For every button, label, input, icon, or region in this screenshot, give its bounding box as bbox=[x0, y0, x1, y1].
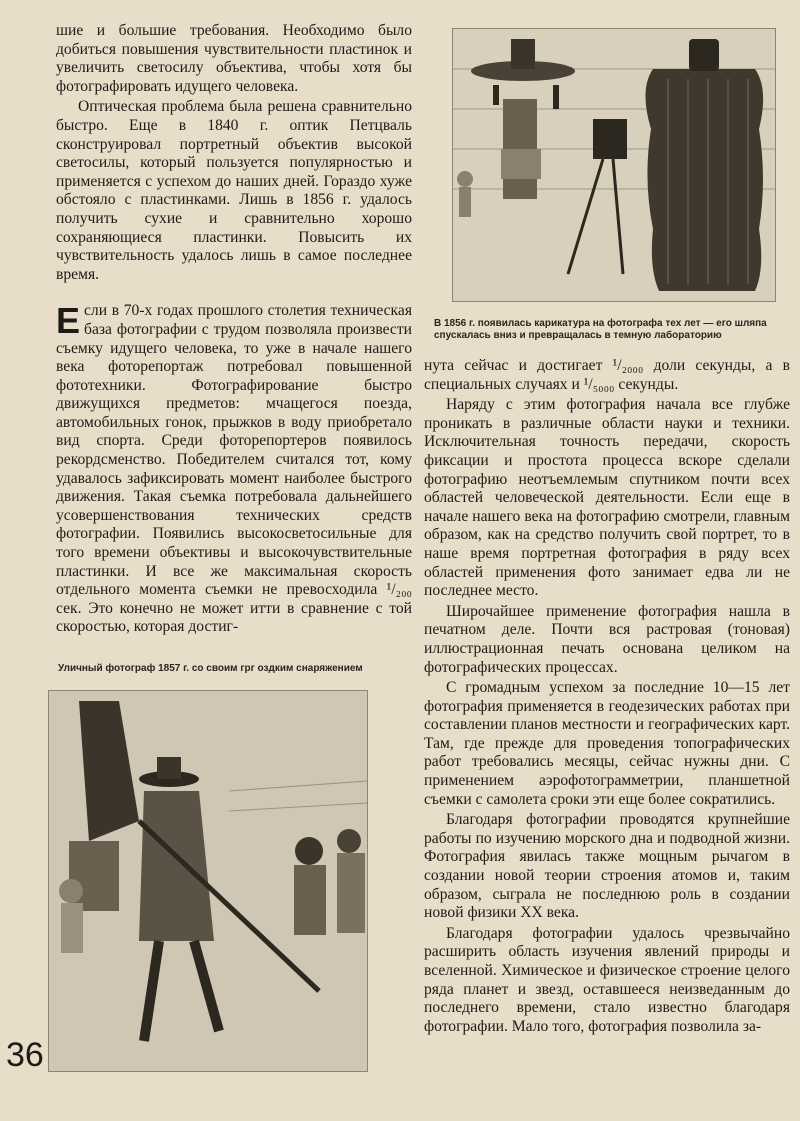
paragraph: нута сейчас и достигает ¹/₂₀₀₀ доли секунды, а в специальных случаях и ¹/₅₀₀₀ секунды. bbox=[424, 357, 790, 393]
left-column-top bbox=[56, 22, 412, 639]
dropcap-paragraph bbox=[56, 302, 412, 637]
paragraph: Благодаря фотографии удалось чрезвычайно расширить область изучения явлений природы и вселенной. Химическое и физическое строение целого ряда планет и звезд, оставшееся неизведанным до последнего времени, стало известно благодаря фотографии. Мало того, фотография позволила за- bbox=[424, 924, 790, 1035]
caricature-photographer-drawing bbox=[453, 29, 775, 301]
caption-bottom: Уличный фотограф 1857 г. со своим грг оздким снаряжением bbox=[58, 663, 363, 674]
paragraph: Широчайшее применение фотография нашла в печатном деле. Почти вся растровая (тоновая) иллюстрационная печать основана целиком на фотографических процессах. bbox=[424, 602, 790, 676]
paragraph: шие и большие требования. Необходимо было добиться повышения чувствительности пластинок и увеличить светосилу объектива, чтобы хотя бы фотографировать идущего человека. bbox=[56, 22, 412, 95]
page-number: 36 bbox=[6, 1036, 44, 1074]
street-photographer-drawing bbox=[49, 691, 367, 1071]
right-column bbox=[424, 357, 790, 1038]
dropcap-paragraph-text: сли в 70-х годах прошлого столетия техническая база фотографии с трудом позволяла произвести съемку идущего человека, то уже в начале нашего века фоторепортаж потребовал повышенной фототехники. Фотографирование быстро движущихся предметов: мчащегося поезда, автомобильных гонок, прыжков в воду приобретало вид спорта. Среди фоторепортеров появилось рекордсменство. Победителем считался тот, кому удавалось зафиксировать момент наиболее быстрого движения. Такая съемка потребовала дальнейшего усовершенствования технических средств фотографии. Появились высокосветосильные для того времени объективы и высокочувствительные пластинки. И все же максимальная скорость отдельного момента съемки не превосходила ¹/₂₀₀ сек. Это конечно не может итти в сравнение с той скоростью, которая достиг- bbox=[56, 302, 412, 636]
paragraph: Оптическая проблема была решена сравнительно быстро. Еще в 1840 г. оптик Петцваль сконструировал портретный объектив высокой светосилы, который пользуется популярностью и применяется с успехом до наших дней. Гораздо хуже обстояло с пластинками. Лишь в 1856 г. удалось получить сухие и сравнительно хорошо сохраняющиеся пластинки. Повысить их чувствительность удалось лишь в самое последнее время. bbox=[56, 98, 412, 283]
paragraph: Наряду с этим фотография начала все глубже проникать в различные области науки и техники. Исключительная точность передачи, скорость фиксации и простота процесса вскоре сделали фотографию неотъемлемым спутником почти всех областей человеческой деятельности. Если еще в начале нашего века на фотографию смотрели, главным образом, как на средство получить свой портрет, то в наше время портретная фотография в ряду всех областей применения фото занимает едва ли не последнее место. bbox=[424, 396, 790, 600]
paragraph: С громадным успехом за последние 10—15 лет фотография применяется в геодезических работах при составлении планов местности и географических карт. Там, где прежде для проведения топографических работ требовались месяцы, сейчас нужны дни. С применением аэрофотограмметрии, планшетной съемки с самолета сроки эти еще более сократились. bbox=[424, 679, 790, 808]
caption-top: В 1856 г. появилась карикатура на фотографа тех лет — его шляпа спускалась вниз и превращалась в темную лабораторию bbox=[434, 318, 767, 341]
street-photographer-illustration bbox=[48, 690, 368, 1072]
caricature-illustration bbox=[452, 28, 776, 302]
dropcap-letter: Е bbox=[56, 300, 81, 342]
paragraph: Благодаря фотографии проводятся крупнейшие работы по изучению морского дна и подводной жизни. Фотография явилась также мощным рычагом в создании новой теории строения атомов и, таким образом, сыграла не последнюю роль в создании новой физики XX века. bbox=[424, 811, 790, 922]
